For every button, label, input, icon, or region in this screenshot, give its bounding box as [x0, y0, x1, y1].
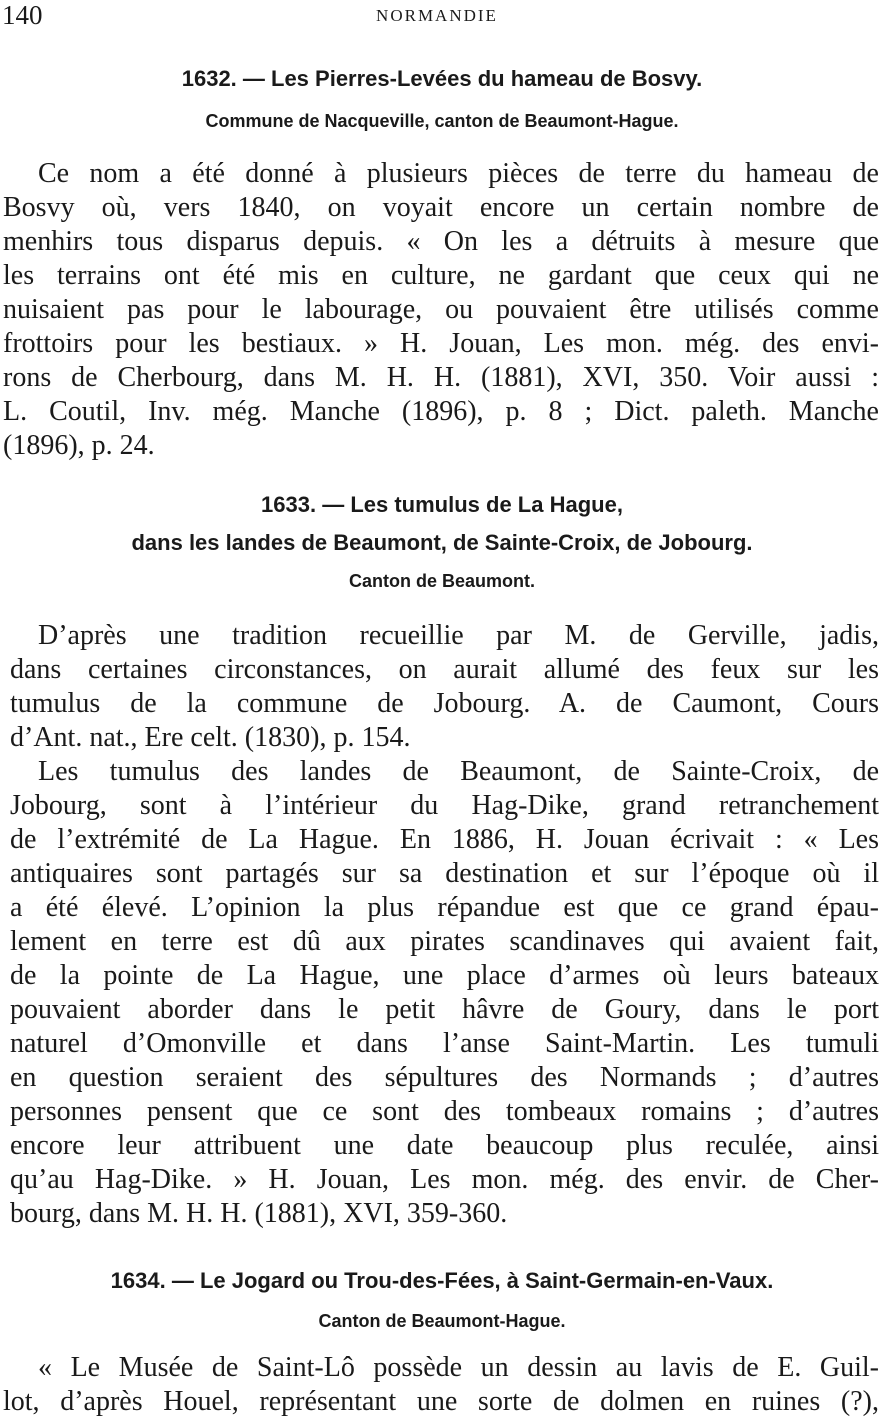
page-number: 140	[2, 0, 43, 30]
section-1632-line: Bosvy où, vers 1840, on voyait encore un certain nombre de	[3, 192, 879, 223]
section-1634-line: « Le Musée de Saint-Lô possède un dessin au lavis de E. Guil-	[38, 1352, 879, 1383]
section-1634-line: lot, d’après Houel, représentant une sorte de dolmen en ruines (?),	[3, 1386, 879, 1417]
section-1632-line: rons de Cherbourg, dans M. H. H. (1881), XVI, 350. Voir aussi :	[3, 362, 879, 393]
section-1633-line: a été élevé. L’opinion la plus répandue est que ce grand épau-	[10, 892, 879, 923]
section-1633-line: bourg, dans M. H. H. (1881), XVI, 359-360.	[10, 1198, 508, 1229]
running-title: NORMANDIE	[376, 6, 498, 25]
section-1632-line: Ce nom a été donné à plusieurs pièces de terre du hameau de	[38, 158, 879, 189]
section-1633-line: personnes pensent que ce sont des tombeaux romains ; d’autres	[10, 1096, 879, 1127]
section-1632-line: L. Coutil, Inv. még. Manche (1896), p. 8 ; Dict. paleth. Manche	[3, 396, 879, 427]
section-1634-subtitle: Canton de Beaumont-Hague.	[318, 1311, 566, 1331]
section-1632-line: les terrains ont été mis en culture, ne gardant que ceux qui ne	[3, 260, 879, 291]
section-1633-line: Les tumulus des landes de Beaumont, de Sainte-Croix, de	[38, 756, 879, 787]
section-1632-title: 1632. — Les Pierres-Levées du hameau de Bosvy.	[181, 66, 703, 91]
section-1633-line: naturel d’Omonville et dans l’anse Saint-Martin. Les tumuli	[10, 1028, 879, 1059]
running-header	[0, 0, 884, 32]
section-1633-line: en question seraient des sépultures des Normands ; d’autres	[10, 1062, 879, 1093]
section-1633-subtitle: Canton de Beaumont.	[348, 571, 535, 591]
section-1632-line: nuisaient pas pour le labourage, ou pouvaient être utilisés comme	[3, 294, 879, 325]
section-1633-line: de la pointe de La Hague, une place d’armes où leurs bateaux	[10, 960, 879, 991]
section-1633-line: d’Ant. nat., Ere celt. (1830), p. 154.	[10, 722, 411, 753]
section-1633-line: antiquaires sont partagés sur sa destination et sur l’époque où il	[10, 858, 879, 889]
section-1633-line: de l’extrémité de La Hague. En 1886, H. Jouan écrivait : « Les	[10, 824, 879, 855]
section-1633-line: dans certaines circonstances, on aurait allumé des feux sur les	[10, 654, 879, 685]
section-1634-title: 1634. — Le Jogard ou Trou-des-Fées, à Saint-Germain-en-Vaux.	[110, 1268, 774, 1293]
section-1633-title-line2: dans les landes de Beaumont, de Sainte-Croix, de Jobourg.	[131, 530, 753, 555]
section-1633-line: Jobourg, sont à l’intérieur du Hag-Dike, grand retranchement	[10, 790, 879, 821]
section-1633-line: lement en terre est dû aux pirates scandinaves qui avaient fait,	[10, 926, 879, 957]
section-1632-line: frottoirs pour les bestiaux. » H. Jouan, Les mon. még. des envi-	[3, 328, 879, 359]
section-1633-line: encore leur attribuent une date beaucoup plus reculée, ainsi	[10, 1130, 879, 1161]
section-1633-title: 1633. — Les tumulus de La Hague,	[261, 492, 623, 517]
section-1633-line: tumulus de la commune de Jobourg. A. de Caumont, Cours	[10, 688, 879, 719]
section-1632-line: (1896), p. 24.	[3, 430, 155, 461]
section-1632-line: menhirs tous disparus depuis. « On les a détruits à mesure que	[3, 226, 879, 257]
section-1633-line: D’après une tradition recueillie par M. de Gerville, jadis,	[38, 620, 879, 651]
section-1633-line: qu’au Hag-Dike. » H. Jouan, Les mon. még. des envir. de Cher-	[10, 1164, 879, 1195]
section-1632-subtitle: Commune de Nacqueville, canton de Beaumont-Hague.	[205, 111, 679, 131]
section-1633-line: pouvaient aborder dans le petit hâvre de Goury, dans le port	[10, 994, 879, 1025]
